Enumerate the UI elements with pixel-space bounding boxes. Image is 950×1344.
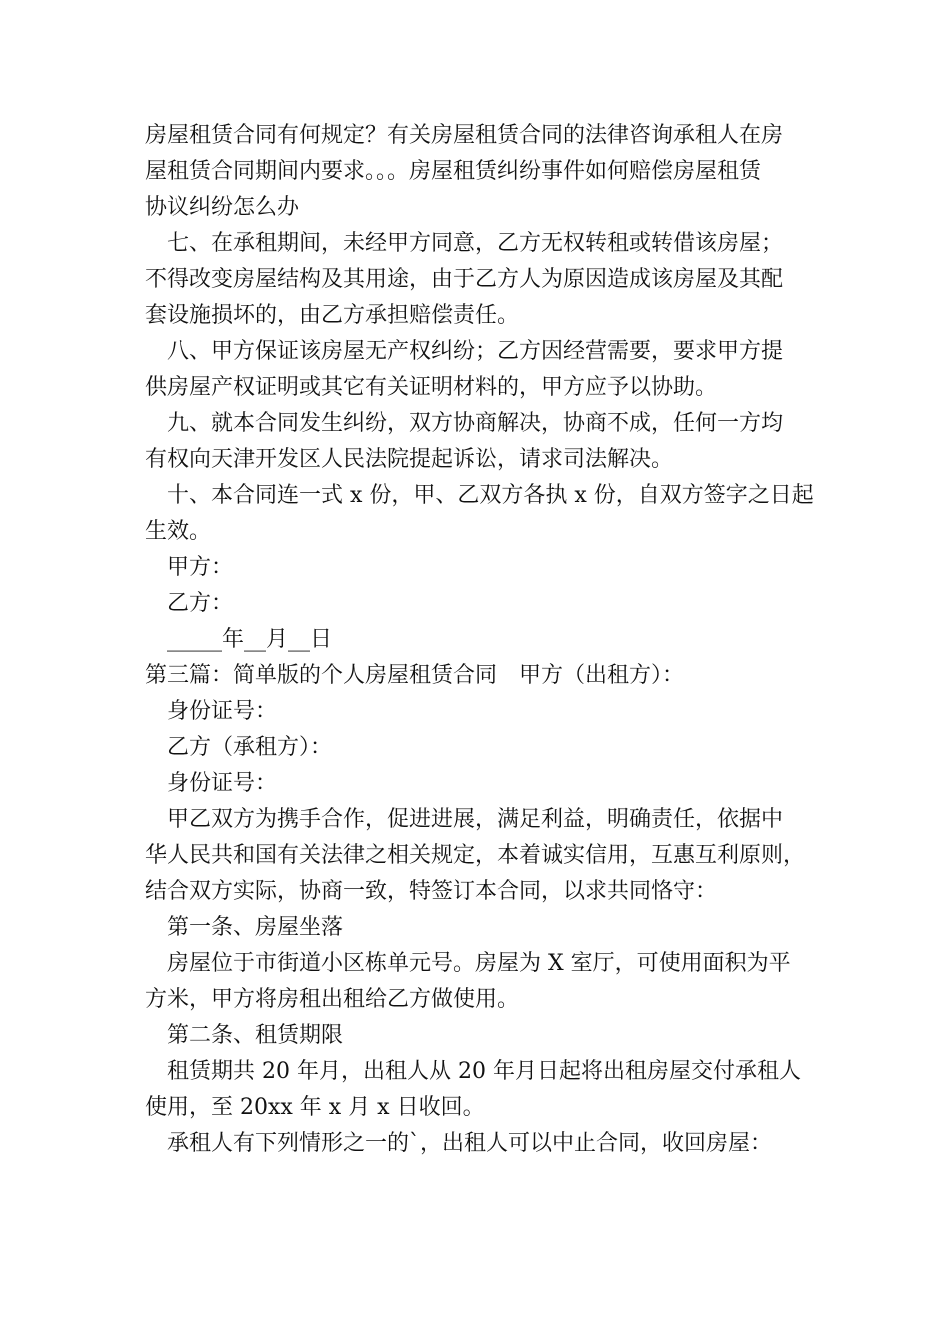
text-line: 使用，至 20xx 年 x 月 x 日收回。 bbox=[145, 1095, 485, 1120]
text-line: 套设施损坏的，由乙方承担赔偿责任。 bbox=[145, 303, 520, 328]
text-line: 有权向天津开发区人民法院提起诉讼，请求司法解决。 bbox=[145, 447, 674, 472]
text-line: 不得改变房屋结构及其用途，由于乙方人为原因造成该房屋及其配 bbox=[145, 267, 784, 292]
text-line: 屋租赁合同期间内要求。。。房屋租赁纠纷事件如何赔偿房屋租赁 bbox=[145, 159, 762, 184]
text-line: 华人民共和国有关法律之相关规定，本着诚实信用，互惠互利原则， bbox=[145, 843, 806, 868]
text-line: 结合双方实际，协商一致，特签订本合同，以求共同恪守： bbox=[145, 879, 718, 904]
preamble: 甲乙双方为携手合作，促进进展，满足利益，明确责任，依据中 bbox=[167, 807, 784, 832]
article-2-body: 租赁期共 20 年月，出租人从 20 年月日起将出租房屋交付承租人 bbox=[167, 1059, 801, 1084]
text-line: 方米，甲方将房租出租给乙方做使用。 bbox=[145, 987, 520, 1012]
clause-10: 十、本合同连一式 x 份，甲、乙双方各执 x 份，自双方签字之日起 bbox=[167, 483, 814, 508]
clause-8: 八、甲方保证该房屋无产权纠纷；乙方因经营需要，要求甲方提 bbox=[167, 339, 784, 364]
party-a-signature: 甲方： bbox=[167, 555, 234, 580]
article-2-heading: 第二条、租赁期限 bbox=[167, 1023, 344, 1048]
clause-7: 七、在承租期间，未经甲方同意，乙方无权转租或转借该房屋； bbox=[167, 231, 784, 256]
document-body bbox=[145, 118, 825, 1162]
date-line: _____年__月__日 bbox=[167, 627, 333, 652]
text-line: 房屋租赁合同有何规定？有关房屋租赁合同的法律咨询承租人在房 bbox=[145, 123, 784, 148]
text-line: 协议纠纷怎么办 bbox=[145, 195, 300, 220]
termination-clause: 承租人有下列情形之一的`，出租人可以中止合同，收回房屋： bbox=[167, 1131, 773, 1156]
clause-9: 九、就本合同发生纠纷，双方协商解决，协商不成，任何一方均 bbox=[167, 411, 784, 436]
article-1-body: 房屋位于市街道小区栋单元号。房屋为 X 室厅，可使用面积为平 bbox=[167, 951, 791, 976]
text-line: 生效。 bbox=[145, 519, 212, 544]
text-line: 供房屋产权证明或其它有关证明材料的，甲方应予以协助。 bbox=[145, 375, 718, 400]
party-b-signature: 乙方： bbox=[167, 591, 234, 616]
party-b-label: 乙方（承租方）： bbox=[167, 735, 333, 760]
id-number-b: 身份证号： bbox=[167, 771, 278, 796]
article-1-heading: 第一条、房屋坐落 bbox=[167, 915, 344, 940]
id-number-a: 身份证号： bbox=[167, 699, 278, 724]
section-heading: 第三篇：简单版的个人房屋租赁合同 甲方（出租方）： bbox=[145, 663, 685, 688]
